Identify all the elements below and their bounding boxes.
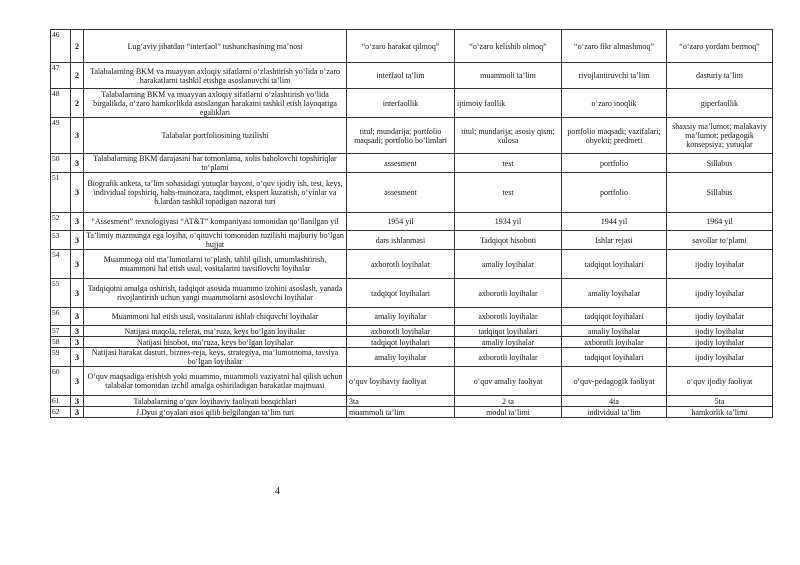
answer-a: titul; mundarija; portfolio maqsadi; portfolio bo‘limlari	[347, 118, 455, 154]
difficulty-level: 3	[71, 308, 84, 326]
row-number: 59	[51, 348, 71, 367]
answer-b: 2 ta	[455, 396, 562, 407]
question-text: Talabalarning BKM va muayyan axloqiy sifatlarni o‘zlashtirish yo‘lida o‘zaro harakatlarni tashkil etishga asoslanuvchi ta’lim	[84, 63, 347, 89]
table-row	[51, 308, 773, 326]
answer-c: portfolio maqsadi; vazifalari; obyekti; predmeti	[562, 118, 667, 154]
answer-d: “o‘zaro yordam bermoq”	[667, 30, 773, 63]
answer-c: tadqiqot loyihalari	[562, 250, 667, 279]
row-number: 62	[51, 407, 71, 418]
answer-b: amaliy loyihalar	[455, 250, 562, 279]
answer-c: amaliy loyihalar	[562, 326, 667, 337]
answer-c: Ishlar rejasi	[562, 231, 667, 250]
table-row	[51, 250, 773, 279]
question-text: Tadqiqotni amalga oshirish, tadqiqot asosida muammo izohini asoslash, yanada rivojlantirish uchun yangi muammolarni asoslovchi loyihalar	[84, 279, 347, 308]
question-text: Talabalarning BKM va muayyan axloqiy sifatlarni o‘zlashtirish yo‘lida birgalikda, o‘zaro hamkorlikda asoslangan harakatni tashkil etish layoqatiga egaliklari	[84, 89, 347, 118]
row-number: 51	[51, 173, 71, 213]
row-number: 54	[51, 250, 71, 279]
answer-d: dasturiy ta’lim	[667, 63, 773, 89]
question-text: Muammoga oid ma’lumotlarni to‘plash, tahlil qilish, umumlashtirish, muammoni hal etish usul, vositalarini tavsiflovchi loyihalar	[84, 250, 347, 279]
row-number: 47	[51, 63, 71, 89]
difficulty-level: 3	[71, 396, 84, 407]
question-text: Lug‘aviy jihatdan “interfaol” tushunchasining ma’nosi	[84, 30, 347, 63]
answer-a: assesment	[347, 173, 455, 213]
answer-c: 1944 yil	[562, 213, 667, 231]
row-number: 57	[51, 326, 71, 337]
answer-b: modul ta’limi	[455, 407, 562, 418]
answer-a: interfaollik	[347, 89, 455, 118]
answer-d: o‘quv ijodiy faoliyat	[667, 367, 773, 396]
difficulty-level: 3	[71, 250, 84, 279]
table-row	[51, 173, 773, 213]
difficulty-level: 3	[71, 407, 84, 418]
answer-b: axborotli loyihalar	[455, 308, 562, 326]
answer-a: interfaol ta’lim	[347, 63, 455, 89]
answer-c: 4ta	[562, 396, 667, 407]
answer-b: amaliy loyihalar	[455, 337, 562, 348]
answer-a: axborotli loyihalar	[347, 326, 455, 337]
answer-c: “o‘zaro fikr almashmoq”	[562, 30, 667, 63]
table-row	[51, 30, 773, 63]
question-table	[50, 29, 773, 418]
difficulty-level: 3	[71, 348, 84, 367]
answer-c: amaliy loyihalar	[562, 279, 667, 308]
question-text: O‘quv maqsadiga erishish yoki muammo, muammoli vaziyatni hal qilish uchun talabalar tomonidan izchil amalga oshiriladigan harakatlar majmuasi	[84, 367, 347, 396]
row-number: 50	[51, 154, 71, 173]
page-number: 4	[275, 486, 280, 497]
table-row	[51, 154, 773, 173]
answer-b: test	[455, 154, 562, 173]
answer-d: ijodiy loyihalar	[667, 250, 773, 279]
difficulty-level: 3	[71, 326, 84, 337]
row-number: 53	[51, 231, 71, 250]
row-number: 60	[51, 367, 71, 396]
table-row	[51, 348, 773, 367]
difficulty-level: 3	[71, 279, 84, 308]
answer-d: Sillabus	[667, 173, 773, 213]
difficulty-level: 2	[71, 30, 84, 63]
table-row	[51, 396, 773, 407]
difficulty-level: 2	[71, 89, 84, 118]
row-number: 55	[51, 279, 71, 308]
answer-d: ijodiy loyihalar	[667, 279, 773, 308]
answer-b: o‘quv amaliy faoliyat	[455, 367, 562, 396]
row-number: 61	[51, 396, 71, 407]
table-row	[51, 279, 773, 308]
table-row	[51, 367, 773, 396]
table-row	[51, 337, 773, 348]
row-number: 52	[51, 213, 71, 231]
row-number: 58	[51, 337, 71, 348]
difficulty-level: 3	[71, 367, 84, 396]
row-number: 56	[51, 308, 71, 326]
question-text: Ta’limiy mazmunga ega loyiha, o‘qituvchi tomonidan tuzilishi majburiy bo‘lgan hujjat	[84, 231, 347, 250]
difficulty-level: 3	[71, 154, 84, 173]
answer-a: tadqiqot loyihalari	[347, 337, 455, 348]
question-text: J.Dyui g‘oyalari asos qilib belgilangan ta’lim turi	[84, 407, 347, 418]
answer-d: ijodiy loyihalar	[667, 348, 773, 367]
answer-d: hamkorlik ta’limi	[667, 407, 773, 418]
answer-a: 3ta	[347, 396, 455, 407]
row-number: 46	[51, 30, 71, 63]
difficulty-level: 2	[71, 63, 84, 89]
answer-c: portfolio	[562, 154, 667, 173]
question-text: Talabalarning BKM darajasini har tomonlama, xolis baholovchi topshiriqlar to‘plami	[84, 154, 347, 173]
answer-d: 5ta	[667, 396, 773, 407]
table-row	[51, 63, 773, 89]
answer-b: “o‘zaro kelishib olmoq”	[455, 30, 562, 63]
answer-b: 1934 yil	[455, 213, 562, 231]
answer-a: tadqiqot loyihalari	[347, 279, 455, 308]
question-text: Talabalarning o‘quv loyihaviy faoliyati bosqichlari	[84, 396, 347, 407]
answer-c: portfolio	[562, 173, 667, 213]
difficulty-level: 3	[71, 118, 84, 154]
difficulty-level: 3	[71, 173, 84, 213]
answer-c: individual ta’lim	[562, 407, 667, 418]
difficulty-level: 3	[71, 337, 84, 348]
answer-a: o‘quv loyihaviy faoliyat	[347, 367, 455, 396]
answer-c: axborotli loyihalar	[562, 337, 667, 348]
answer-c: o‘quv-pedagogik faoliyat	[562, 367, 667, 396]
difficulty-level: 3	[71, 213, 84, 231]
answer-a: muammoli ta’lim	[347, 407, 455, 418]
question-text: Talabalar portfoliosining tuzilishi	[84, 118, 347, 154]
answer-c: o‘zaro inoqlik	[562, 89, 667, 118]
question-text: Natijasi hisobot, ma’ruza, keys bo‘lgan loyihalar	[84, 337, 347, 348]
table-row	[51, 89, 773, 118]
difficulty-level: 3	[71, 231, 84, 250]
answer-a: amaliy loyihalar	[347, 348, 455, 367]
answer-b: Tadqiqot hisoboti	[455, 231, 562, 250]
answer-a: “o‘zaro harakat qilmoq”	[347, 30, 455, 63]
answer-b: ijtimoiy faollik	[455, 89, 562, 118]
answer-b: axborotli loyihalar	[455, 279, 562, 308]
table-row	[51, 326, 773, 337]
answer-b: muammoli ta’lim	[455, 63, 562, 89]
table-row	[51, 118, 773, 154]
answer-b: test	[455, 173, 562, 213]
question-text: Biografik anketa, ta’lim sohasidagi yutuqlar bayoni, o‘quv ijodiy ish, test, keys, individual topshiriq, bahs-munozara, taqdimot, ekspert kuzatish, o‘yinlar va h.lardan tashkil topadigan nazorat turi	[84, 173, 347, 213]
table-row	[51, 213, 773, 231]
answer-b: axborotli loyihalar	[455, 348, 562, 367]
answer-d: 1964 yil	[667, 213, 773, 231]
question-text: Natijasi harakat dasturi, biznes-reja, keys, strategiya, ma’lumotnoma, tavsiya bo‘lgan loyihalar	[84, 348, 347, 367]
table-row	[51, 407, 773, 418]
answer-c: tadqiqot loyihalari	[562, 348, 667, 367]
row-number: 48	[51, 89, 71, 118]
answer-d: ijodiy loyihalar	[667, 308, 773, 326]
answer-d: savollar to‘plami	[667, 231, 773, 250]
question-text: Muammoni hal etish usul, vositalarini ishlab chiquvchi loyihalar	[84, 308, 347, 326]
answer-c: tadqiqot loyihalari	[562, 308, 667, 326]
question-text: “Assesment” texnologiyasi “AT&T” kompaniyasi tomonidan qo‘llanilgan yil	[84, 213, 347, 231]
answer-c: rivojlantiruvchi ta’lim	[562, 63, 667, 89]
answer-d: ijodiy loyihalar	[667, 326, 773, 337]
answer-d: shaxsiy ma’lumot; malakaviy ma’lumot; pedagogik konsepsiya; yutuqlar	[667, 118, 773, 154]
answer-a: assesment	[347, 154, 455, 173]
question-text: Natijasi maqola, referat, ma’ruza, keys bo‘lgan loyihalar	[84, 326, 347, 337]
answer-b: titul; mundarija; asosiy qism; xulosa	[455, 118, 562, 154]
row-number: 49	[51, 118, 71, 154]
answer-b: tadqiqot loyihalari	[455, 326, 562, 337]
answer-d: Sillabus	[667, 154, 773, 173]
answer-a: dars ishlanmasi	[347, 231, 455, 250]
table-row	[51, 231, 773, 250]
answer-a: axborotli loyihalar	[347, 250, 455, 279]
answer-a: amaliy loyihalar	[347, 308, 455, 326]
answer-a: 1954 yil	[347, 213, 455, 231]
answer-d: ijodiy loyihalar	[667, 337, 773, 348]
answer-d: giperfaollik	[667, 89, 773, 118]
